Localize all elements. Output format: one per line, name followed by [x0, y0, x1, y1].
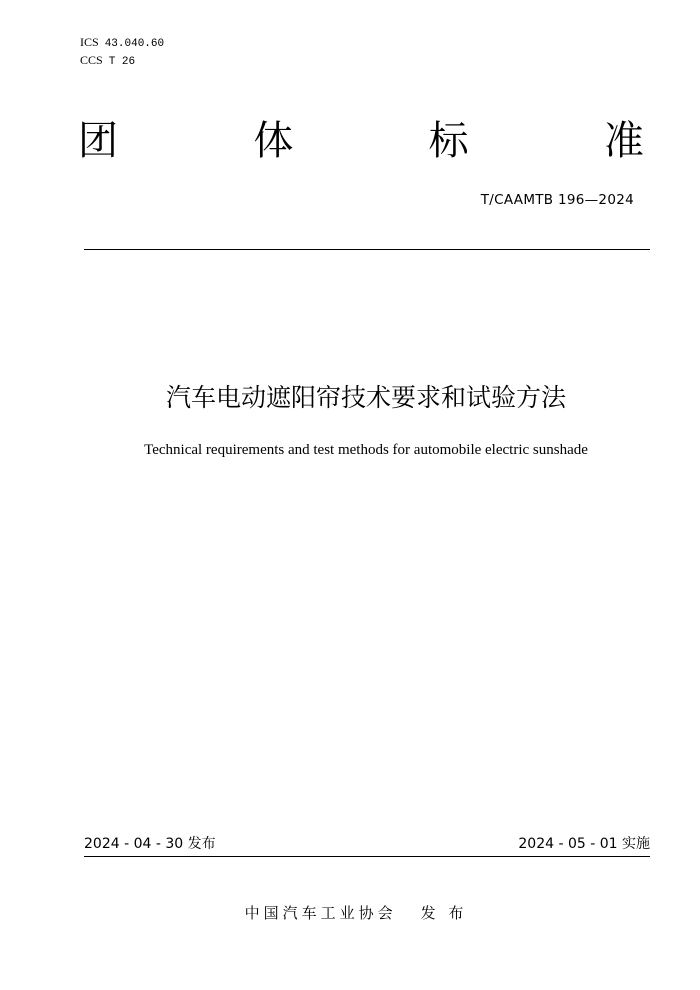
ics-label: ICS	[80, 35, 99, 49]
ics-line	[80, 35, 164, 51]
ccs-line	[80, 53, 135, 69]
ccs-code: T 26	[108, 56, 136, 68]
document-title-en: Technical requirements and test methods for automobile electric sunshade	[144, 442, 588, 458]
ics-code: 43.040.60	[104, 38, 165, 50]
standard-type-char-2: 体	[253, 118, 294, 164]
issue-date: 2024 - 04 - 30 发布	[84, 836, 216, 852]
standard-number: T/CAAMTB 196—2024	[480, 192, 634, 208]
standard-type-char-3: 标	[428, 118, 469, 164]
standard-type-char-1: 团	[78, 118, 118, 164]
implementation-date: 2024 - 05 - 01 实施	[518, 836, 650, 852]
publisher-name: 中国汽车工业协会	[244, 904, 397, 922]
top-divider	[84, 249, 650, 250]
document-title-zh: 汽车电动遮阳帘技术要求和试验方法	[165, 383, 566, 412]
standard-type-heading	[78, 116, 644, 166]
publisher-line	[0, 903, 700, 923]
ccs-label: CCS	[80, 53, 103, 67]
standard-type-char-4: 准	[603, 118, 644, 164]
publisher-action: 发 布	[420, 904, 468, 922]
bottom-divider	[84, 856, 650, 857]
